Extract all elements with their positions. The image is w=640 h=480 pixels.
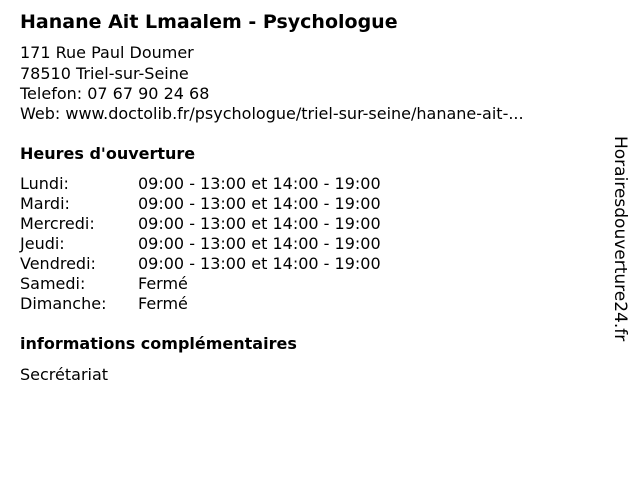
hours-row-monday (20, 174, 440, 194)
day-hours: 09:00 - 13:00 et 14:00 - 19:00 (138, 194, 381, 213)
address-street: 171 Rue Paul Doumer (20, 43, 194, 62)
day-label: Dimanche: (20, 294, 107, 313)
website-link[interactable]: Web: www.doctolib.fr/psychologue/triel-sur-seine/hanane-ait-... (20, 104, 524, 123)
hours-row-thursday (20, 234, 440, 254)
day-label: Jeudi: (20, 234, 65, 253)
business-title: Hanane Ait Lmaalem - Psychologue (20, 11, 398, 33)
day-label: Mercredi: (20, 214, 95, 233)
hours-row-tuesday (20, 194, 440, 214)
day-hours: Fermé (138, 294, 188, 313)
hours-row-wednesday (20, 214, 440, 234)
additional-info-heading: informations complémentaires (20, 334, 297, 353)
day-hours: 09:00 - 13:00 et 14:00 - 19:00 (138, 234, 381, 253)
site-watermark: Horairesdouverture24.fr (610, 136, 630, 342)
day-label: Vendredi: (20, 254, 96, 273)
day-hours: 09:00 - 13:00 et 14:00 - 19:00 (138, 214, 381, 233)
phone-number: Telefon: 07 67 90 24 68 (20, 84, 210, 103)
additional-info-text: Secrétariat (20, 365, 109, 384)
opening-hours-heading: Heures d'ouverture (20, 144, 196, 163)
address-city: 78510 Triel-sur-Seine (20, 64, 189, 83)
hours-row-sunday (20, 294, 440, 314)
day-hours: 09:00 - 13:00 et 14:00 - 19:00 (138, 254, 381, 273)
day-hours: Fermé (138, 274, 188, 293)
day-label: Mardi: (20, 194, 70, 213)
hours-row-friday (20, 254, 440, 274)
day-hours: 09:00 - 13:00 et 14:00 - 19:00 (138, 174, 381, 193)
day-label: Samedi: (20, 274, 86, 293)
hours-row-saturday (20, 274, 440, 294)
day-label: Lundi: (20, 174, 69, 193)
